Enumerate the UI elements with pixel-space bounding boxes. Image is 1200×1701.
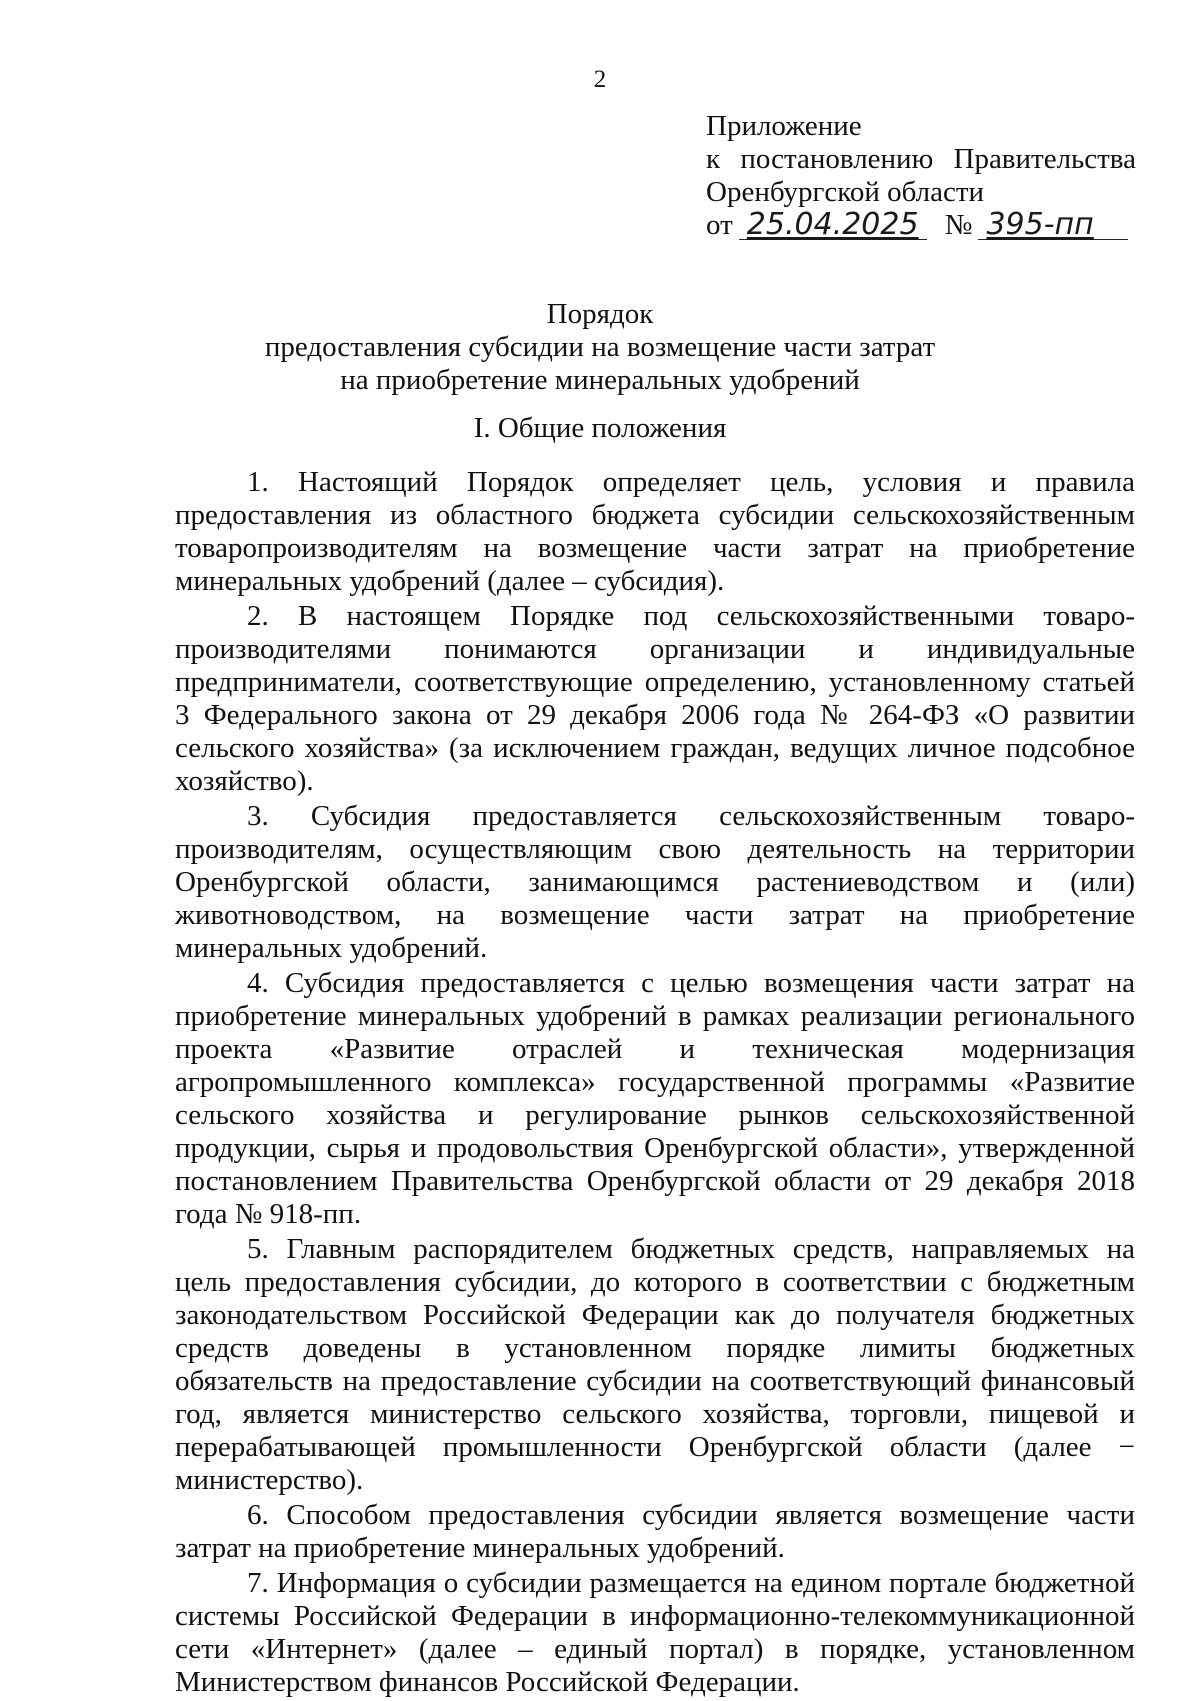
handwritten-date: 25.04.2025 xyxy=(739,211,927,240)
title-line-1: Порядок xyxy=(546,298,654,330)
appendix-date-number-line xyxy=(706,209,1136,242)
date-prefix: от xyxy=(706,209,733,241)
paragraph-4: 4. Субсидия предоставляется с целью возмещения части затрат на приобретение минеральных удобрений в рамках реализации регионального проекта «Развитие отраслей и техническая модернизация агропромышленного комплекса» государственной программы «Развитие сельского хозяйства и регулирование рынков сельскохозяйственной продукции, сырья и продовольствия Оренбургской области», утвержденной постановлением Правительства Оренбургской области от 29 декабря 2018 года № 918-пп. xyxy=(175,967,1135,1230)
paragraph-6: 6. Способом предоставления субсидии является возмещение части затрат на приобретение минеральных удобрений. xyxy=(175,1499,1135,1564)
document-title xyxy=(0,298,1200,397)
handwritten-number: 395-пп xyxy=(978,211,1128,240)
section-heading: I. Общие положения xyxy=(473,412,727,444)
number-sign: № xyxy=(944,209,973,241)
paragraph-3: 3. Субсидия предоставляется сельскохозяйственным товаро-производителям, осуществляющим свою деятельность на территории Оренбургской области, занимающимся растениеводством и (или) животноводством, на возмещение части затрат на приобретение минеральных удобрений. xyxy=(175,800,1135,964)
title-line-3: на приобретение минеральных удобрений xyxy=(340,364,860,396)
title-line-2: предоставления субсидии на возмещение части затрат xyxy=(264,331,936,363)
appendix-region-line: Оренбургской области xyxy=(706,176,985,208)
paragraph-2: 2. В настоящем Порядке под сельскохозяйственными товаро-производителями понимаются организации и индивидуальные предприниматели, соответствующие определению, установленному статьей 3 Федерального закона от 29 декабря 2006 года № 264-ФЗ «О развитии сельского хозяйства» (за исключением граждан, ведущих личное подсобное хозяйство). xyxy=(175,600,1135,797)
appendix-header xyxy=(706,110,1136,242)
document-body xyxy=(175,466,1135,1701)
appendix-resolution-line: к постановлению Правительства xyxy=(706,143,1136,175)
paragraph-1: 1. Настоящий Порядок определяет цель, условия и правила предоставления из областного бюджета субсидии сельскохозяйственным товаропроизводителям на возмещение части затрат на приобретение минеральных удобрений (далее – субсидия). xyxy=(175,466,1135,597)
paragraph-7: 7. Информация о субсидии размещается на едином портале бюджетной системы Российской Федерации в информационно-телекоммуникационной сети «Интернет» (далее – единый портал) в порядке, установленном Министерством финансов Российской Федерации. xyxy=(175,1567,1135,1698)
appendix-title: Приложение xyxy=(706,110,862,142)
page-number: 2 xyxy=(593,66,607,93)
paragraph-5: 5. Главным распорядителем бюджетных средств, направляемых на цель предоставления субсидии, до которого в соответствии с бюджетным законодательством Российской Федерации как до получателя бюджетных средств доведены в установленном порядке лимиты бюджетных обязательств на предоставление субсидии на соответствующий финансовый год, является министерство сельского хозяйства, торговли, пищевой и перерабатывающей промышленности Оренбургской области (далее − министерство). xyxy=(175,1233,1135,1496)
